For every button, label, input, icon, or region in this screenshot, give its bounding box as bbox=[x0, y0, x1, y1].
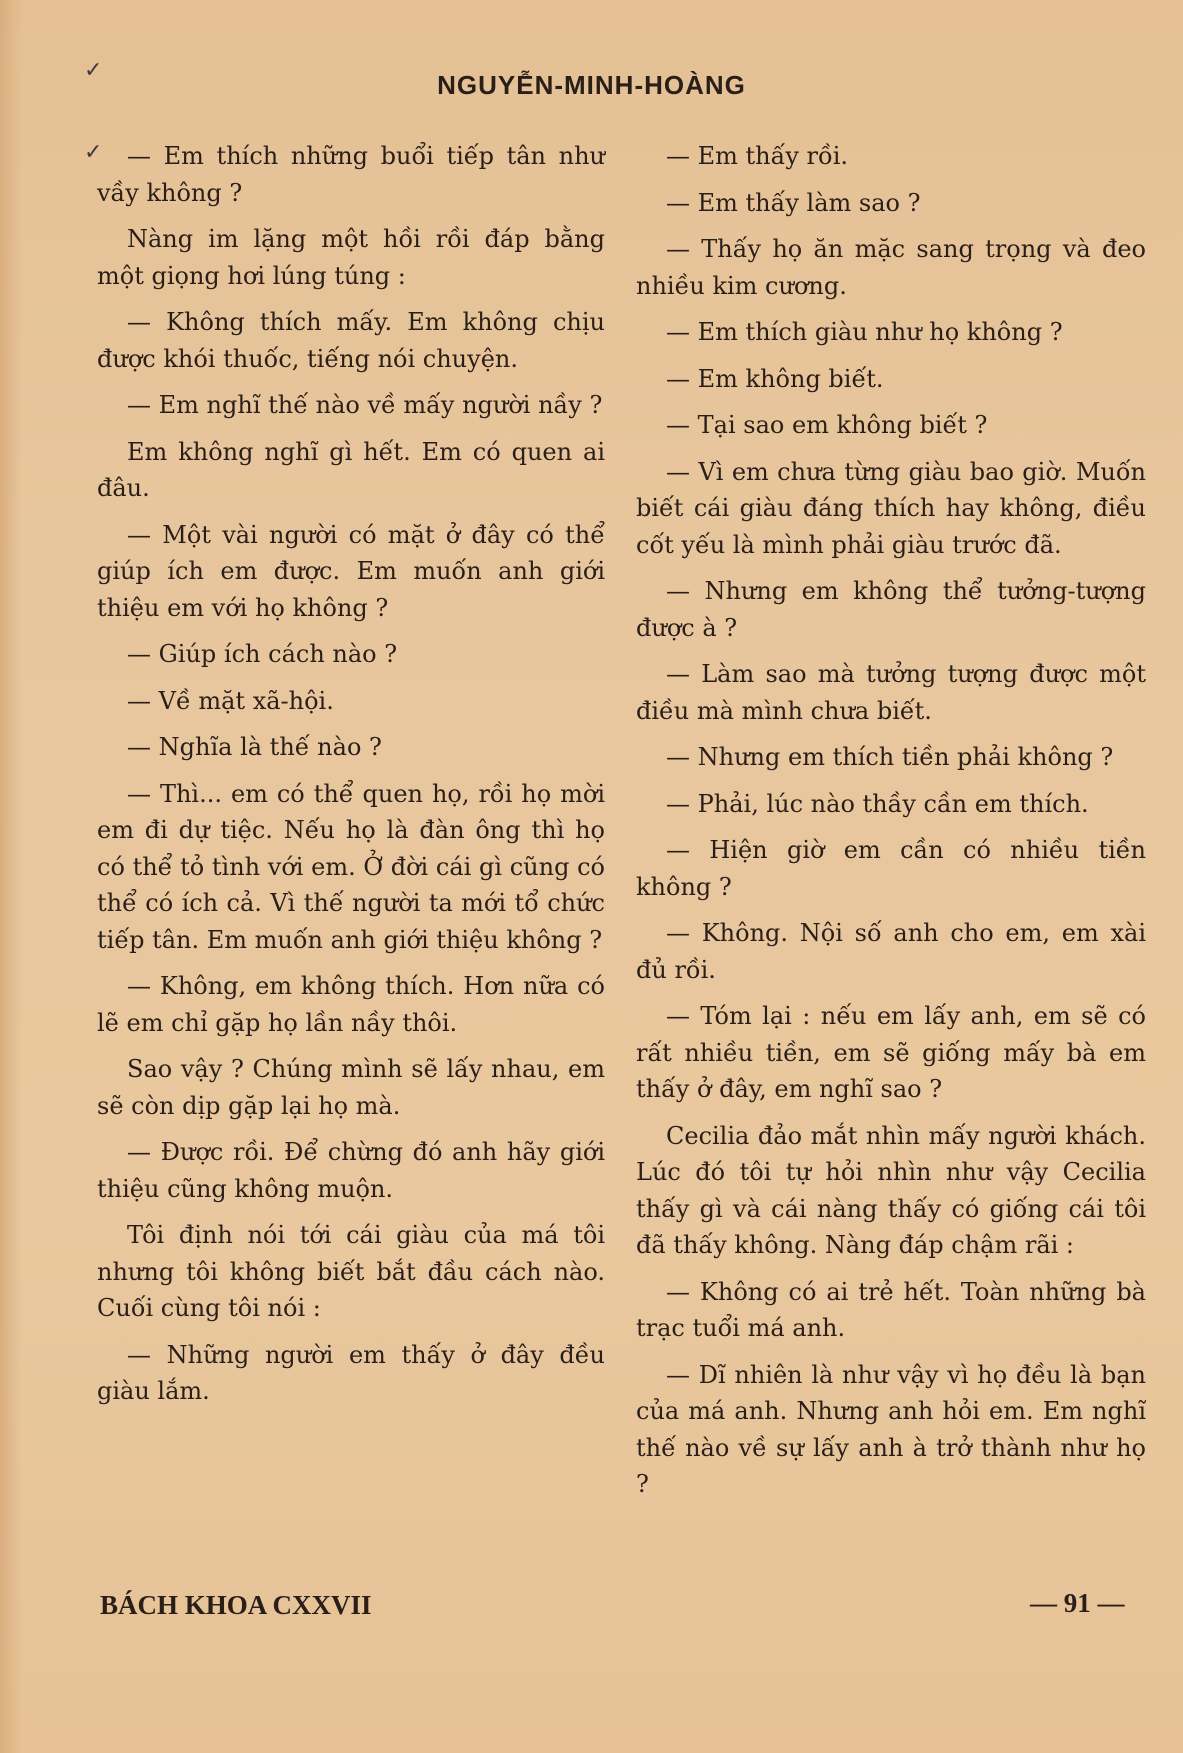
paragraph: Tôi định nói tới cái giàu của má tôi nhưng tôi không biết bắt đầu cách nào. Cuối cùng tôi nói : bbox=[97, 1221, 605, 1322]
paragraph: — Hiện giờ em cần có nhiều tiền không ? bbox=[636, 836, 1146, 901]
paragraph: — Làm sao mà tưởng tượng được một điều mà mình chưa biết. bbox=[636, 660, 1146, 725]
paragraph: — Không, em không thích. Hơn nữa có lẽ em chỉ gặp họ lần nầy thôi. bbox=[97, 972, 605, 1037]
paragraph: — Về mặt xã-hội. bbox=[127, 686, 334, 715]
paragraph: — Không thích mấy. Em không chịu được khói thuốc, tiếng nói chuyện. bbox=[97, 308, 605, 373]
paragraph: — Thấy họ ăn mặc sang trọng và đeo nhiều kim cương. bbox=[636, 235, 1146, 300]
paragraph: — Em thấy làm sao ? bbox=[666, 188, 921, 217]
left-column bbox=[97, 138, 605, 1420]
paragraph: — Em thấy rồi. bbox=[666, 142, 848, 170]
margin-mark-icon: ✓ bbox=[84, 58, 103, 83]
paragraph: — Dĩ nhiên là như vậy vì họ đều là bạn của má anh. Nhưng anh hỏi em. Em nghĩ thế nào về sự lấy anh à trở thành như họ ? bbox=[636, 1360, 1146, 1498]
paragraph: — Nghĩa là thế nào ? bbox=[127, 733, 382, 761]
paragraph: — Không. Nội số anh cho em, em xài đủ rồi. bbox=[636, 919, 1146, 984]
paragraph: — Em không biết. bbox=[666, 364, 884, 393]
page-number: — 91 — bbox=[1030, 1588, 1125, 1618]
paragraph: Cecilia đảo mắt nhìn mấy người khách. Lúc đó tôi tự hỏi nhìn như vậy Cecilia thấy gì và cái nàng thấy có giống cái tôi đã thấy không. Nàng đáp chậm rãi : bbox=[636, 1121, 1146, 1259]
paragraph: — Nhưng em không thể tưởng-tượng được à ? bbox=[636, 577, 1146, 642]
paragraph: — Một vài người có mặt ở đây có thể giúp ích em được. Em muốn anh giới thiệu em với họ không ? bbox=[97, 520, 605, 622]
right-column bbox=[636, 138, 1146, 1513]
paragraph: — Tóm lại : nếu em lấy anh, em sẽ có rất nhiều tiền, em sẽ giống mấy bà em thấy ở đây, em nghĩ sao ? bbox=[636, 1002, 1146, 1103]
paragraph: — Tại sao em không biết ? bbox=[666, 411, 988, 439]
paragraph: — Được rồi. Để chừng đó anh hãy giới thiệu cũng không muộn. bbox=[97, 1138, 605, 1203]
paragraph: — Giúp ích cách nào ? bbox=[127, 640, 398, 668]
paragraph: — Phải, lúc nào thầy cần em thích. bbox=[666, 789, 1089, 818]
paragraph: Sao vậy ? Chúng mình sẽ lấy nhau, em sẽ còn dịp gặp lại họ mà. bbox=[97, 1055, 605, 1120]
paragraph: — Những người em thấy ở đây đều giàu lắm. bbox=[97, 1340, 605, 1405]
paragraph: Nàng im lặng một hồi rồi đáp bằng một giọng hơi lúng túng : bbox=[97, 225, 605, 290]
footer-magazine-title: BÁCH KHOA CXXVII bbox=[100, 1590, 372, 1620]
margin-mark-icon: ✓ bbox=[84, 140, 103, 165]
paragraph: — Thì... em có thể quen họ, rồi họ mời em đi dự tiệc. Nếu họ là đàn ông thì họ có thể tỏ tình với em. Ở đời cái gì cũng có thể có ích cả. Vì thế người ta mới tổ chức tiếp tân. Em muốn anh giới thiệu không ? bbox=[97, 779, 605, 954]
paragraph: Em không nghĩ gì hết. Em có quen ai đâu. bbox=[97, 437, 605, 502]
paragraph: — Vì em chưa từng giàu bao giờ. Muốn biết cái giàu đáng thích hay không, điều cốt yếu là mình phải giàu trước đã. bbox=[636, 457, 1146, 559]
paragraph: — Không có ai trẻ hết. Toàn những bà trạc tuổi má anh. bbox=[636, 1277, 1146, 1342]
paragraph: — Em thích giàu như họ không ? bbox=[666, 318, 1063, 346]
paragraph: — Nhưng em thích tiền phải không ? bbox=[666, 743, 1114, 771]
paragraph: — Em nghĩ thế nào về mấy người nầy ? bbox=[127, 391, 603, 419]
paragraph: — Em thích những buổi tiếp tân như vầy không ? bbox=[97, 142, 605, 207]
running-header-author: NGUYỄN-MINH-HOÀNG bbox=[437, 70, 746, 100]
